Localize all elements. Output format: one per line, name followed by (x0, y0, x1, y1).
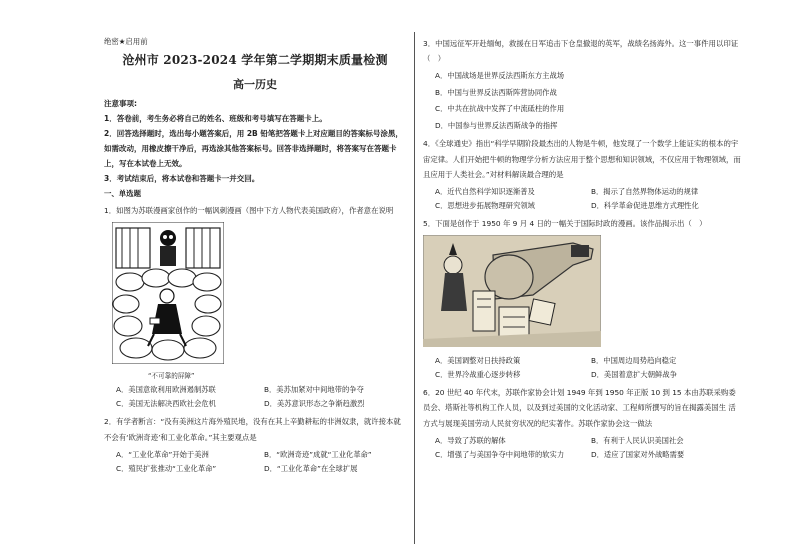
exam-title: 沧州市 2023-2024 学年第二学期期末质量检测 (122, 53, 388, 67)
option-b[interactable]: B．“欧洲奇迹”成就“工业化革命” (264, 449, 372, 459)
option-c[interactable]: C．思想进步拓展物理研究领域 (435, 201, 535, 211)
option-b[interactable]: B．中国与世界反法西斯阵营协同作战 (435, 87, 557, 97)
option-a[interactable]: A．美国调整对日扶持政策 (435, 356, 521, 366)
question-3-stem: 3．中国远征军开赴缅甸，救援在日军追击下仓皇撤退的英军，战绩名扬海外。这一事件用以印证（ ） (423, 39, 739, 64)
option-b[interactable]: B．美苏加紧对中间地带的争夺 (264, 385, 364, 395)
option-b[interactable]: B．有利于人民认识美国社会 (591, 435, 684, 445)
cartoon-image (112, 222, 224, 364)
question-1-stem: 1．如图为苏联漫画家创作的一幅讽刺漫画（图中下方人物代表美国政府），作者意在说明 (104, 206, 394, 216)
option-b[interactable]: B．中国周边局势趋向稳定 (591, 356, 677, 366)
section-heading: 一、单选题 (104, 189, 141, 198)
question-5-options (435, 354, 741, 382)
option-c[interactable]: C．殖民扩张推动“工业化革命” (116, 463, 217, 473)
option-d[interactable]: D．适应了国家对外战略需要 (591, 449, 685, 459)
note-item: 2．回答选择题时，选出每小题答案后，用 2B 铅笔把答题卡上对应题目的答案标号涂黑，如需改动，用橡皮擦干净后，再选涂其他答案标号。回答非选择题时，将答案写在答题卡上，写在本试卷上无效。 (104, 129, 403, 168)
question-5-stem: 5．下面是创作于 1950 年 9 月 4 日的一幅关于国际时政的漫画。该作品揭示出（ ） (423, 219, 707, 229)
question-2-stem: 2．有学者断言：“没有美洲这片海外殖民地，没有在其上辛勤耕耘的非洲奴隶，就许接本就不会有‘欧洲奇迹’和工业化革命。”其主要观点是 (104, 417, 401, 442)
column-divider (414, 32, 415, 544)
option-c[interactable]: C．世界冷战重心逐步转移 (435, 370, 521, 380)
cartoon-1950 (423, 235, 741, 351)
note-item: 3．考试结束后，将本试卷和答题卡一并交回。 (104, 174, 260, 183)
cartoon-unreliable-barrier (112, 222, 406, 380)
option-a[interactable]: A．近代自然科学知识逐渐普及 (435, 187, 535, 197)
note-item: 1．答卷前，考生务必将自己的姓名、班级和考号填写在答题卡上。 (104, 114, 327, 123)
option-a[interactable]: A．中国战场是世界反法西斯东方主战场 (435, 71, 565, 81)
question-3-options (435, 68, 741, 134)
option-c[interactable]: C．增强了与美国争夺中间地带的软实力 (435, 449, 565, 459)
question-2-options (116, 448, 406, 476)
option-b[interactable]: B．揭示了自然界物体运动的规律 (591, 187, 699, 197)
cartoon-caption: “不可靠的屏障” (148, 372, 195, 381)
question-6-options (435, 434, 741, 462)
question-1-options (116, 383, 406, 411)
left-column (104, 36, 406, 479)
right-column (423, 36, 741, 465)
option-a[interactable]: A．导致了苏联的解体 (435, 435, 506, 445)
question-6-stem: 6．20 世纪 40 年代末，苏联作家协会计划 1949 年到 1950 年正版 10 到 15 本由苏联采购委员会、塔斯社等机构工作人员，以及到过美国的文化活动家、工程师所撰写的旨在揭露美国生 活方式与展现美国劳动人民贫穷状况的纪实著作。苏联作家协会这一做法 (423, 388, 736, 428)
question-4-stem: 4．《全球通史》指出“科学早期阶段最杰出的人物是牛顿，他发现了一个数学上能证实的根本的宇宙定律。人们开始把牛顿的物理学分析方法应用于整个思想和知识领域，不仅应用于物理领域，而且应用于人类社会。”对材料解读最合理的是 (423, 139, 741, 179)
cartoon-image (423, 235, 601, 347)
option-d[interactable]: D．美苏意识形态之争渐趋激烈 (264, 399, 365, 409)
option-a[interactable]: A．“工业化革命”开始于美洲 (116, 449, 209, 459)
question-4-options (435, 185, 741, 213)
secret-mark: 绝密★启用前 (104, 37, 148, 46)
option-d[interactable]: D．中国参与世界反法西斯战争的指挥 (435, 120, 558, 130)
exam-subject: 高一历史 (233, 78, 277, 91)
notes-heading: 注意事项: (104, 99, 137, 108)
option-a[interactable]: A．美国意欲利用欧洲遏制苏联 (116, 385, 216, 395)
option-c[interactable]: C．美国无法解决西欧社会危机 (116, 399, 216, 409)
option-d[interactable]: D．“工业化革命”在全球扩展 (264, 463, 358, 473)
option-d[interactable]: D．科学革命促进思维方式理性化 (591, 201, 699, 211)
option-d[interactable]: D．美国着意扩大朝鲜战争 (591, 370, 677, 380)
option-c[interactable]: C．中共在抗战中发挥了中流砥柱的作用 (435, 104, 565, 114)
